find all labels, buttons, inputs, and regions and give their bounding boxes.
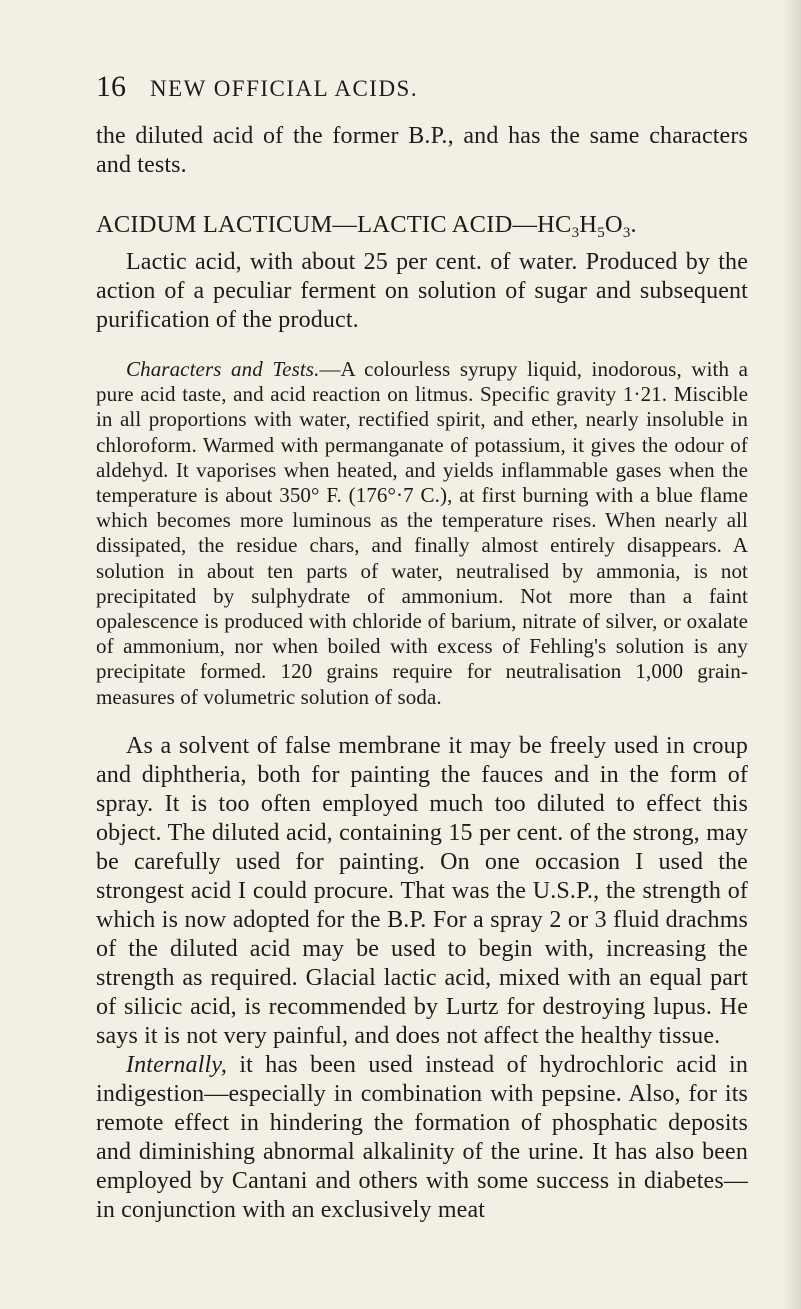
intro-paragraph: the diluted acid of the former B.P., and has the same characters and tests. [96,123,748,178]
characters-body: —A colourless syrupy liquid, inodorous, with a pure acid taste, and acid reaction on litmus. Specific gravity 1·21. Miscible in all proportions with water, rectified spirit, and ether, nearly insoluble in chloroform. Warmed with permanganate of potassium, it gives the odour of aldehyd. It vaporises when heated, and yields inflammable gases when the temperature is about 350° F. (176°·7 C.), at first burning with a blue flame which becomes more luminous as the temperature rises. When nearly all dissipated, the residue chars, and finally almost entirely disappears. A solution in about ten parts of water, neutralised by ammonia, is not precipitated by sulphydrate of ammonium. Not more than a faint opalescence is produced with chloride of barium, nitrate of silver, or oxalate of ammonium, nor when boiled with excess of Fehling's solution is any precipitate formed. 120 grains require for neutralisation 1,000 grain-measures of volumetric solution of soda. [96,357,748,709]
page-body [96,122,748,1225]
internally-body: it has been used instead of hydrochloric acid in indigestion—especially in combination with pepsine. Also, for its remote effect in hindering the formation of phosphatic deposits and diminishing abnormal alkalinity of the urine. It has also been employed by Cantani and others with some success in diabetes—in conjunction with an exclusively meat [96,1051,748,1223]
heading-hydrogen: H [579,211,598,238]
internally-label: Internally, [126,1051,227,1078]
section-heading [96,210,748,240]
running-head: NEW OFFICIAL ACIDS. [150,76,419,101]
description-paragraph: Lactic acid, with about 25 per cent. of water. Produced by the action of a peculiar ferment on solution of sugar and subsequent purification of the product. [96,249,748,333]
characters-label: Characters and Tests. [126,357,320,381]
solvent-paragraph: As a solvent of false membrane it may be freely used in croup and diphtheria, both for painting the fauces and in the form of spray. It is too often employed much too diluted to effect this object. The diluted acid, containing 15 per cent. of the strong, may be carefully used for painting. On one occasion I used the strongest acid I could procure. That was the U.S.P., the strength of which is now adopted for the B.P. For a spray 2 or 3 fluid drachms of the diluted acid may be used to begin with, increasing the strength as required. Glacial lactic acid, mixed with an equal part of silicic acid, is recommended by Lurtz for destroying lupus. He says it is not very painful, and does not affect the healthy tissue. [96,732,748,1049]
page-number: 16 [96,70,126,103]
heading-sub-oxygen: 3 [622,225,631,241]
internally-paragraph [96,1051,748,1225]
heading-sub-hydrogen: 5 [597,225,605,241]
heading-sub-carbon: 3 [571,225,580,241]
heading-period: . [630,211,637,238]
page-header [0,70,801,110]
page-edge-shadow [783,0,801,1309]
characters-paragraph [96,357,748,710]
heading-oxygen: O [604,211,623,238]
heading-text: ACIDUM LACTICUM—LACTIC ACID—HC [96,211,572,238]
